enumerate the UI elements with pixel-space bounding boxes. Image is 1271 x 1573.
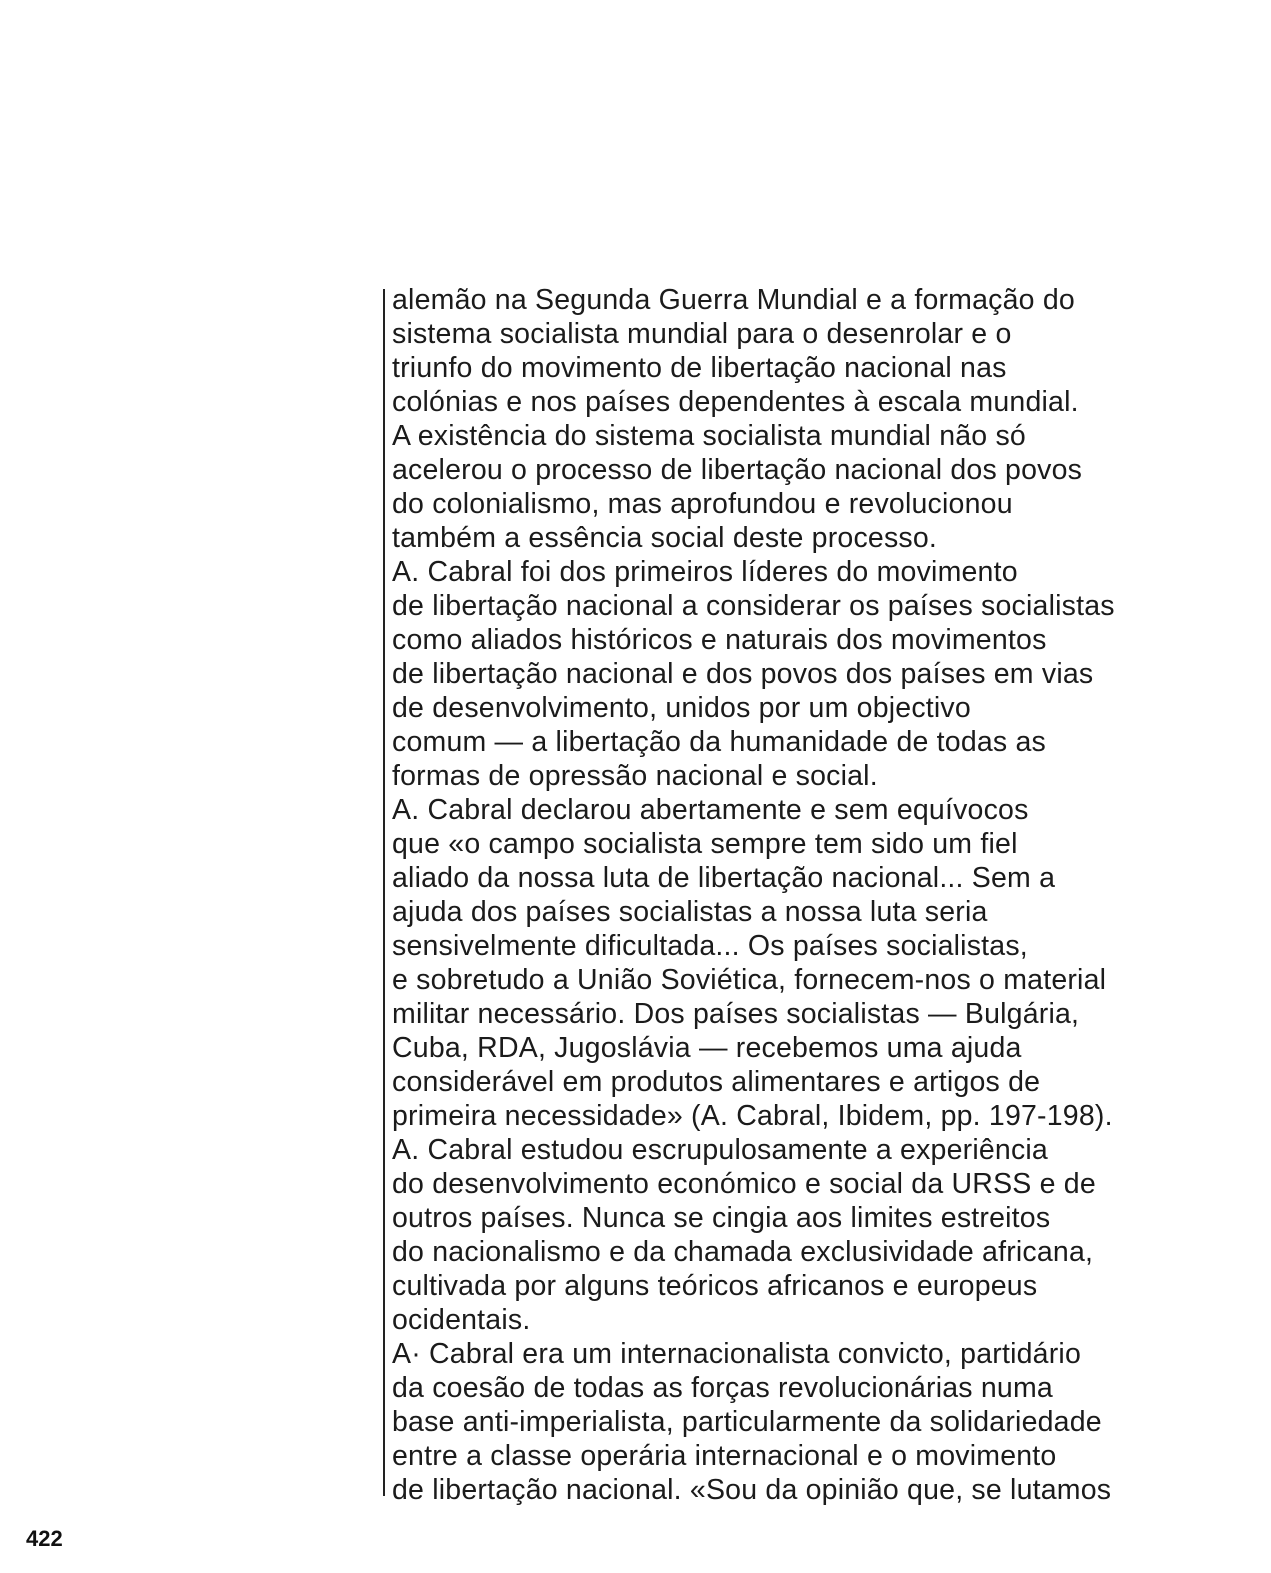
text-line: também a essência social deste processo.: [392, 522, 938, 554]
body-text: [392, 283, 1262, 1507]
text-line: formas de opressão nacional e social.: [392, 760, 878, 792]
text-line: que «o campo socialista sempre tem sido um fiel: [392, 828, 1018, 860]
text-line: de libertação nacional a considerar os países socialistas: [392, 590, 1115, 622]
text-line: base anti-imperialista, particularmente da solidariedade: [392, 1406, 1102, 1438]
text-line: do colonialismo, mas aprofundou e revolucionou: [392, 488, 1013, 520]
text-line: de libertação nacional e dos povos dos países em vias: [392, 658, 1094, 690]
text-line: do desenvolvimento económico e social da URSS e de: [392, 1168, 1096, 1200]
text-line: acelerou o processo de libertação nacional dos povos: [392, 454, 1083, 486]
text-line: da coesão de todas as forças revolucionárias numa: [392, 1372, 1053, 1404]
text-line: de desenvolvimento, unidos por um objectivo: [392, 692, 971, 724]
text-line: de libertação nacional. «Sou da opinião que, se lutamos: [392, 1474, 1112, 1506]
text-line: cultivada por alguns teóricos africanos e europeus: [392, 1270, 1038, 1302]
text-line: sistema socialista mundial para o desenrolar e o: [392, 318, 1012, 350]
page-number: 422: [26, 1526, 63, 1551]
text-line: sensivelmente dificultada... Os países socialistas,: [392, 930, 1028, 962]
text-line: A· Cabral era um internacionalista convicto, partidário: [392, 1338, 1081, 1370]
text-line: triunfo do movimento de libertação nacional nas: [392, 352, 1007, 384]
text-line: e sobretudo a União Soviética, fornecem-nos o material: [392, 964, 1107, 996]
text-line: primeira necessidade» (A. Cabral, Ibidem, pp. 197-198).: [392, 1100, 1113, 1132]
text-line: do nacionalismo e da chamada exclusividade africana,: [392, 1236, 1094, 1268]
text-line: A. Cabral estudou escrupulosamente a experiência: [392, 1134, 1048, 1166]
text-line: A. Cabral declarou abertamente e sem equívocos: [392, 794, 1029, 826]
text-line: considerável em produtos alimentares e artigos de: [392, 1066, 1041, 1098]
text-line: colónias e nos países dependentes à escala mundial.: [392, 386, 1079, 418]
text-line: como aliados históricos e naturais dos movimentos: [392, 624, 1047, 656]
text-line: outros países. Nunca se cingia aos limites estreitos: [392, 1202, 1051, 1234]
text-line: alemão na Segunda Guerra Mundial e a formação do: [392, 284, 1075, 316]
text-line: ajuda dos países socialistas a nossa luta seria: [392, 896, 988, 928]
text-line: aliado da nossa luta de libertação nacional... Sem a: [392, 862, 1056, 894]
text-line: militar necessário. Dos países socialistas — Bulgária,: [392, 998, 1080, 1030]
text-line: A. Cabral foi dos primeiros líderes do movimento: [392, 556, 1018, 588]
text-line: comum — a libertação da humanidade de todas as: [392, 726, 1046, 758]
margin-rule: [383, 289, 385, 1496]
text-line: Cuba, RDA, Jugoslávia — recebemos uma ajuda: [392, 1032, 1022, 1064]
text-line: A existência do sistema socialista mundial não só: [392, 420, 1026, 452]
text-line: ocidentais.: [392, 1304, 531, 1336]
text-line: entre a classe operária internacional e o movimento: [392, 1440, 1057, 1472]
